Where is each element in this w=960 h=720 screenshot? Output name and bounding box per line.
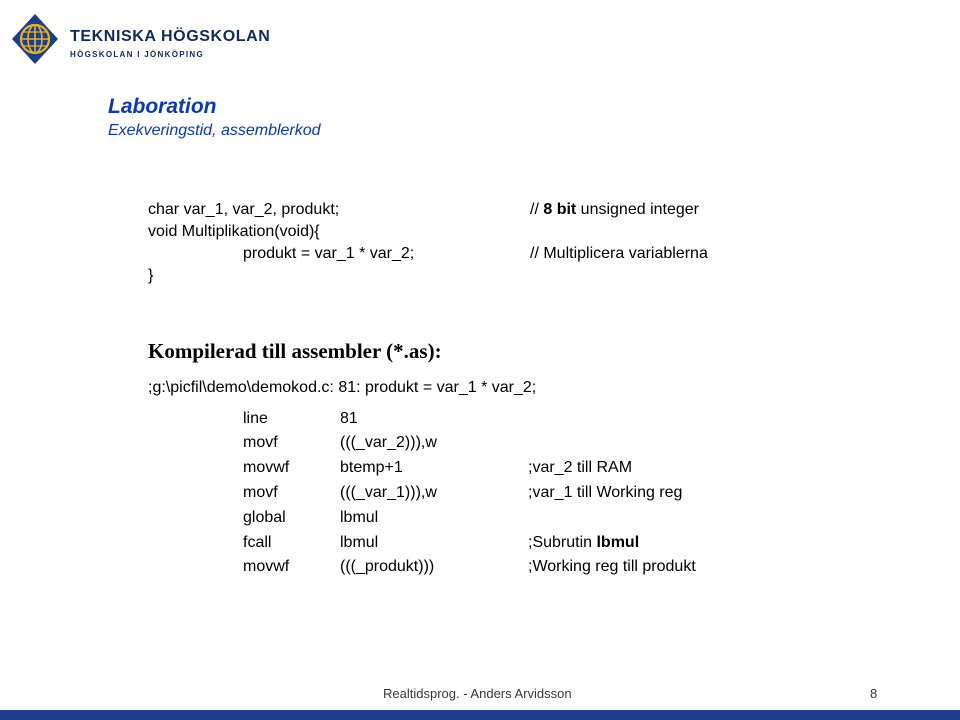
- comment-rest: unsigned integer: [576, 201, 699, 218]
- slide-title: Laboration: [108, 95, 217, 118]
- footer-text: Realtidsprog. - Anders Arvidsson: [383, 686, 572, 701]
- asm-opcode: movwf: [243, 558, 290, 575]
- asm-comment-text: ;Working reg till produkt: [528, 558, 696, 575]
- asm-opcode: global: [243, 509, 286, 526]
- source-line: ;g:\picfil\demo\demokod.c: 81: produkt = var_1 * var_2;: [148, 379, 537, 396]
- c-code-line: }: [148, 267, 154, 284]
- c-code-comment: [530, 201, 699, 219]
- asm-row: [243, 434, 843, 458]
- asm-row: [243, 484, 843, 508]
- university-name: TEKNISKA HÖGSKOLAN: [70, 28, 271, 45]
- comment-bold: 8 bit: [543, 201, 577, 218]
- asm-operand: lbmul: [340, 509, 379, 526]
- asm-row: [243, 558, 843, 582]
- comment-prefix: //: [530, 201, 544, 218]
- asm-row: [243, 534, 843, 558]
- asm-opcode: movf: [243, 434, 278, 451]
- slide-subtitle: Exekveringstid, assemblerkod: [108, 122, 321, 139]
- asm-operand: (((_var_2))),w: [340, 434, 437, 451]
- asm-operand: 81: [340, 410, 358, 427]
- c-code-comment: // Multiplicera variablerna: [530, 245, 708, 262]
- asm-row: [243, 410, 843, 434]
- asm-row: [243, 459, 843, 483]
- asm-opcode: movf: [243, 484, 278, 501]
- page-number: 8: [870, 686, 878, 701]
- asm-comment-text: ;Subrutin: [528, 534, 597, 551]
- asm-comment: [528, 459, 632, 477]
- footer-bar: [0, 710, 960, 720]
- university-subname: HÖGSKOLAN I JÖNKÖPING: [70, 50, 204, 59]
- asm-comment-bold: lbmul: [596, 534, 640, 551]
- asm-operand: (((_produkt))): [340, 558, 435, 575]
- asm-operand: btemp+1: [340, 459, 403, 476]
- asm-row: [243, 509, 843, 533]
- section-heading: Kompilerad till assembler (*.as):: [148, 339, 442, 363]
- c-code-line: char var_1, var_2, produkt;: [148, 201, 340, 218]
- asm-operand: (((_var_1))),w: [340, 484, 437, 501]
- asm-comment-text: ;var_1 till Working reg: [528, 484, 683, 501]
- c-code-line: produkt = var_1 * var_2;: [243, 245, 415, 262]
- asm-comment: [528, 484, 682, 502]
- asm-opcode: fcall: [243, 534, 272, 551]
- university-logo: [8, 8, 271, 74]
- asm-opcode: movwf: [243, 459, 290, 476]
- asm-comment: [528, 534, 639, 552]
- asm-comment-text: ;var_2 till RAM: [528, 459, 633, 476]
- asm-opcode: line: [243, 410, 268, 427]
- c-code-line: void Multiplikation(void){: [148, 223, 320, 240]
- asm-comment: [528, 558, 696, 576]
- globe-emblem-icon: [8, 12, 62, 66]
- asm-operand: lbmul: [340, 534, 379, 551]
